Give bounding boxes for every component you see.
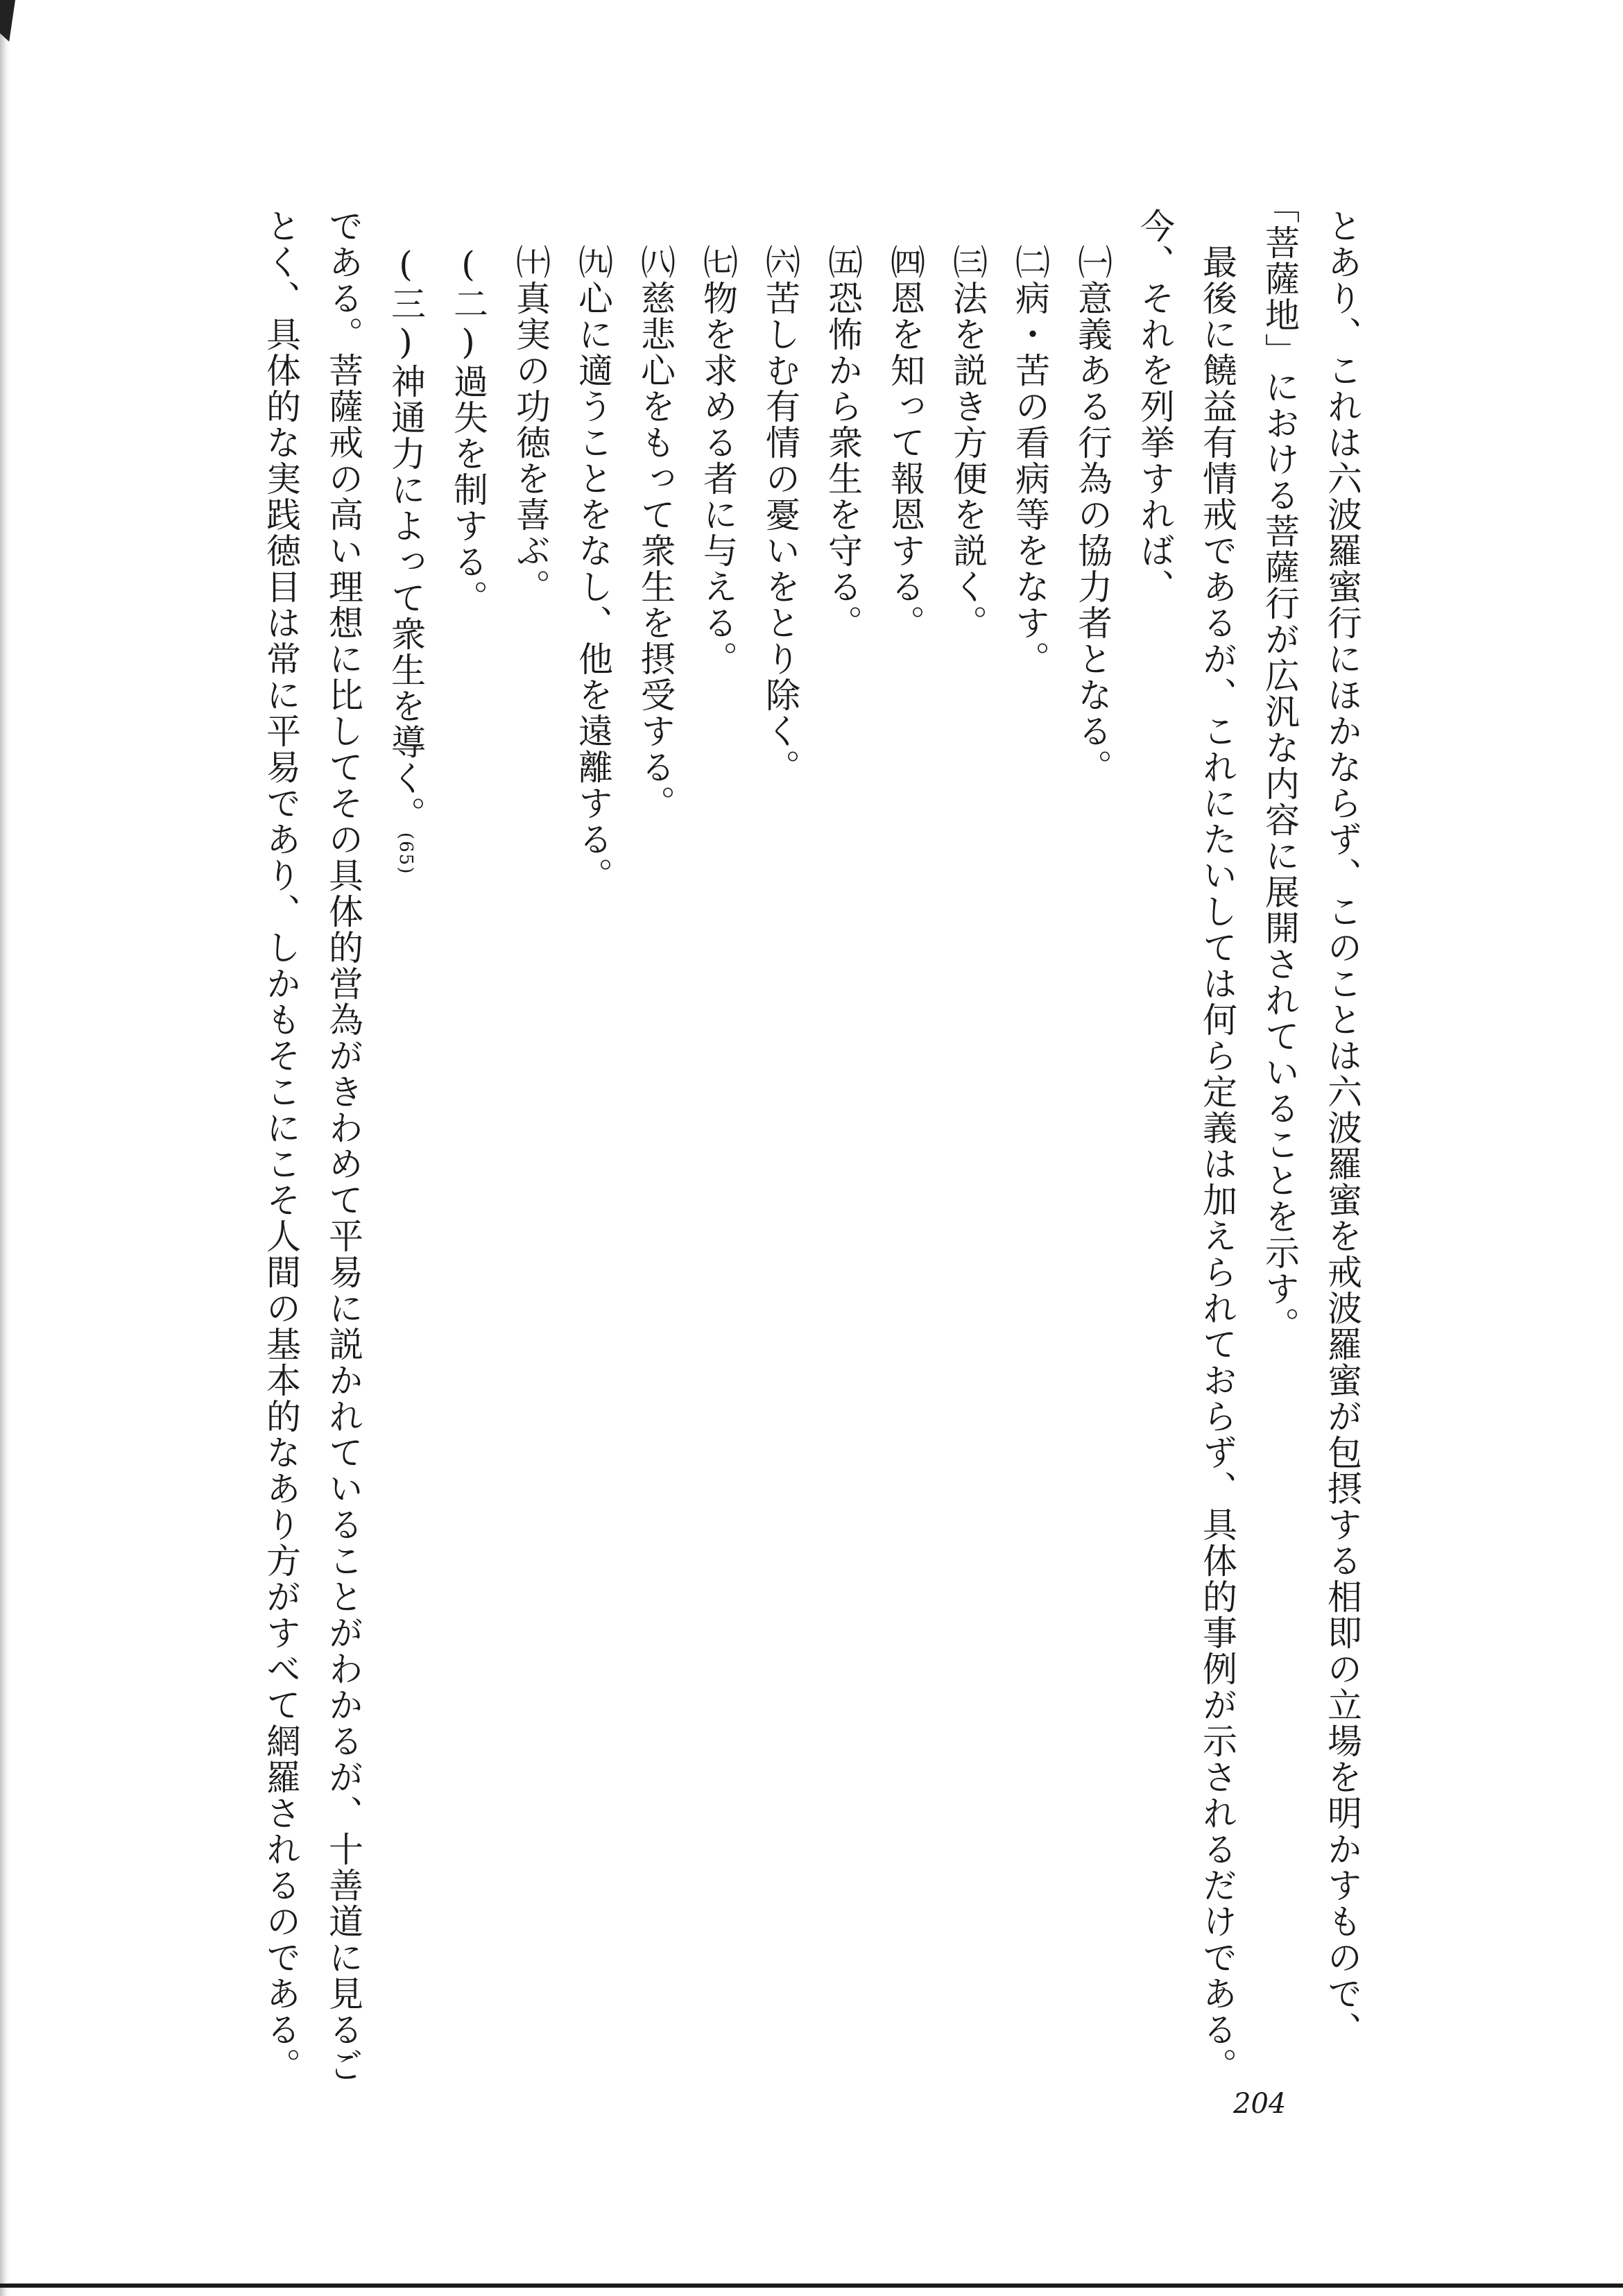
list-item-5: ㈤恐怖から衆生を守る。 [823, 244, 863, 641]
footnote-ref: (65) [395, 832, 416, 875]
vertical-text-body [250, 189, 1373, 2084]
scan-edge-shadow [0, 0, 10, 2296]
list-item-3: ㈢法を説き方便を説く。 [947, 244, 988, 641]
list-item-1: ㈠意義ある行為の協力者となる。 [1072, 244, 1113, 785]
list-item-10: ㈩真実の功徳を喜ぶ。 [510, 244, 551, 605]
list-item-2: ㈡病・苦の看病等をなす。 [1010, 244, 1050, 677]
list-item-12 [375, 208, 437, 2081]
page-number: 204 [1233, 2088, 1287, 2120]
list-item-6: ㈥苦しむ有情の憂いをとり除く。 [760, 244, 800, 785]
bottom-rule [0, 2284, 1623, 2288]
text-line-5: である。菩薩戒の高い理想に比してその具体的営為がきわめて平易に説かれていることがわかるが、十善道に見るご [323, 208, 363, 2084]
list-item-7: ㈦物を求める者に与える。 [698, 244, 738, 677]
list-item-8: ㈧慈悲心をもって衆生を摂受する。 [635, 244, 676, 821]
list-item-9: ㈨心に適うことをなし、他を遠離する。 [573, 244, 613, 893]
list-item-12-text: (三)神通力によって衆生を導く。 [386, 244, 426, 832]
text-line-6: とく、具体的な実践徳目は常に平易であり、しかもそこにこそ人間の基本的なあり方がすべて網羅されるのである。 [261, 208, 301, 2084]
list-item-4: ㈣恩を知って報恩する。 [885, 244, 925, 641]
text-line-3: 最後に饒益有情戒であるが、これにたいしては何ら定義は加えられておらず、具体的事例が示されるだけである。 [1197, 244, 1237, 2084]
text-line-2: 「菩薩地」における菩薩行が広汎な内容に展開されていることを示す。 [1260, 189, 1300, 1343]
scan-corner-mark [0, 0, 15, 42]
text-line-1: とあり、これは六波羅蜜行にほかならず、このことは六波羅蜜を戒波羅蜜が包摂する相即の立場を明かすもので、 [1322, 208, 1362, 2048]
text-line-4: 今、それを列挙すれば、 [1135, 208, 1175, 605]
list-item-11: (二)過失を制する。 [448, 244, 488, 616]
